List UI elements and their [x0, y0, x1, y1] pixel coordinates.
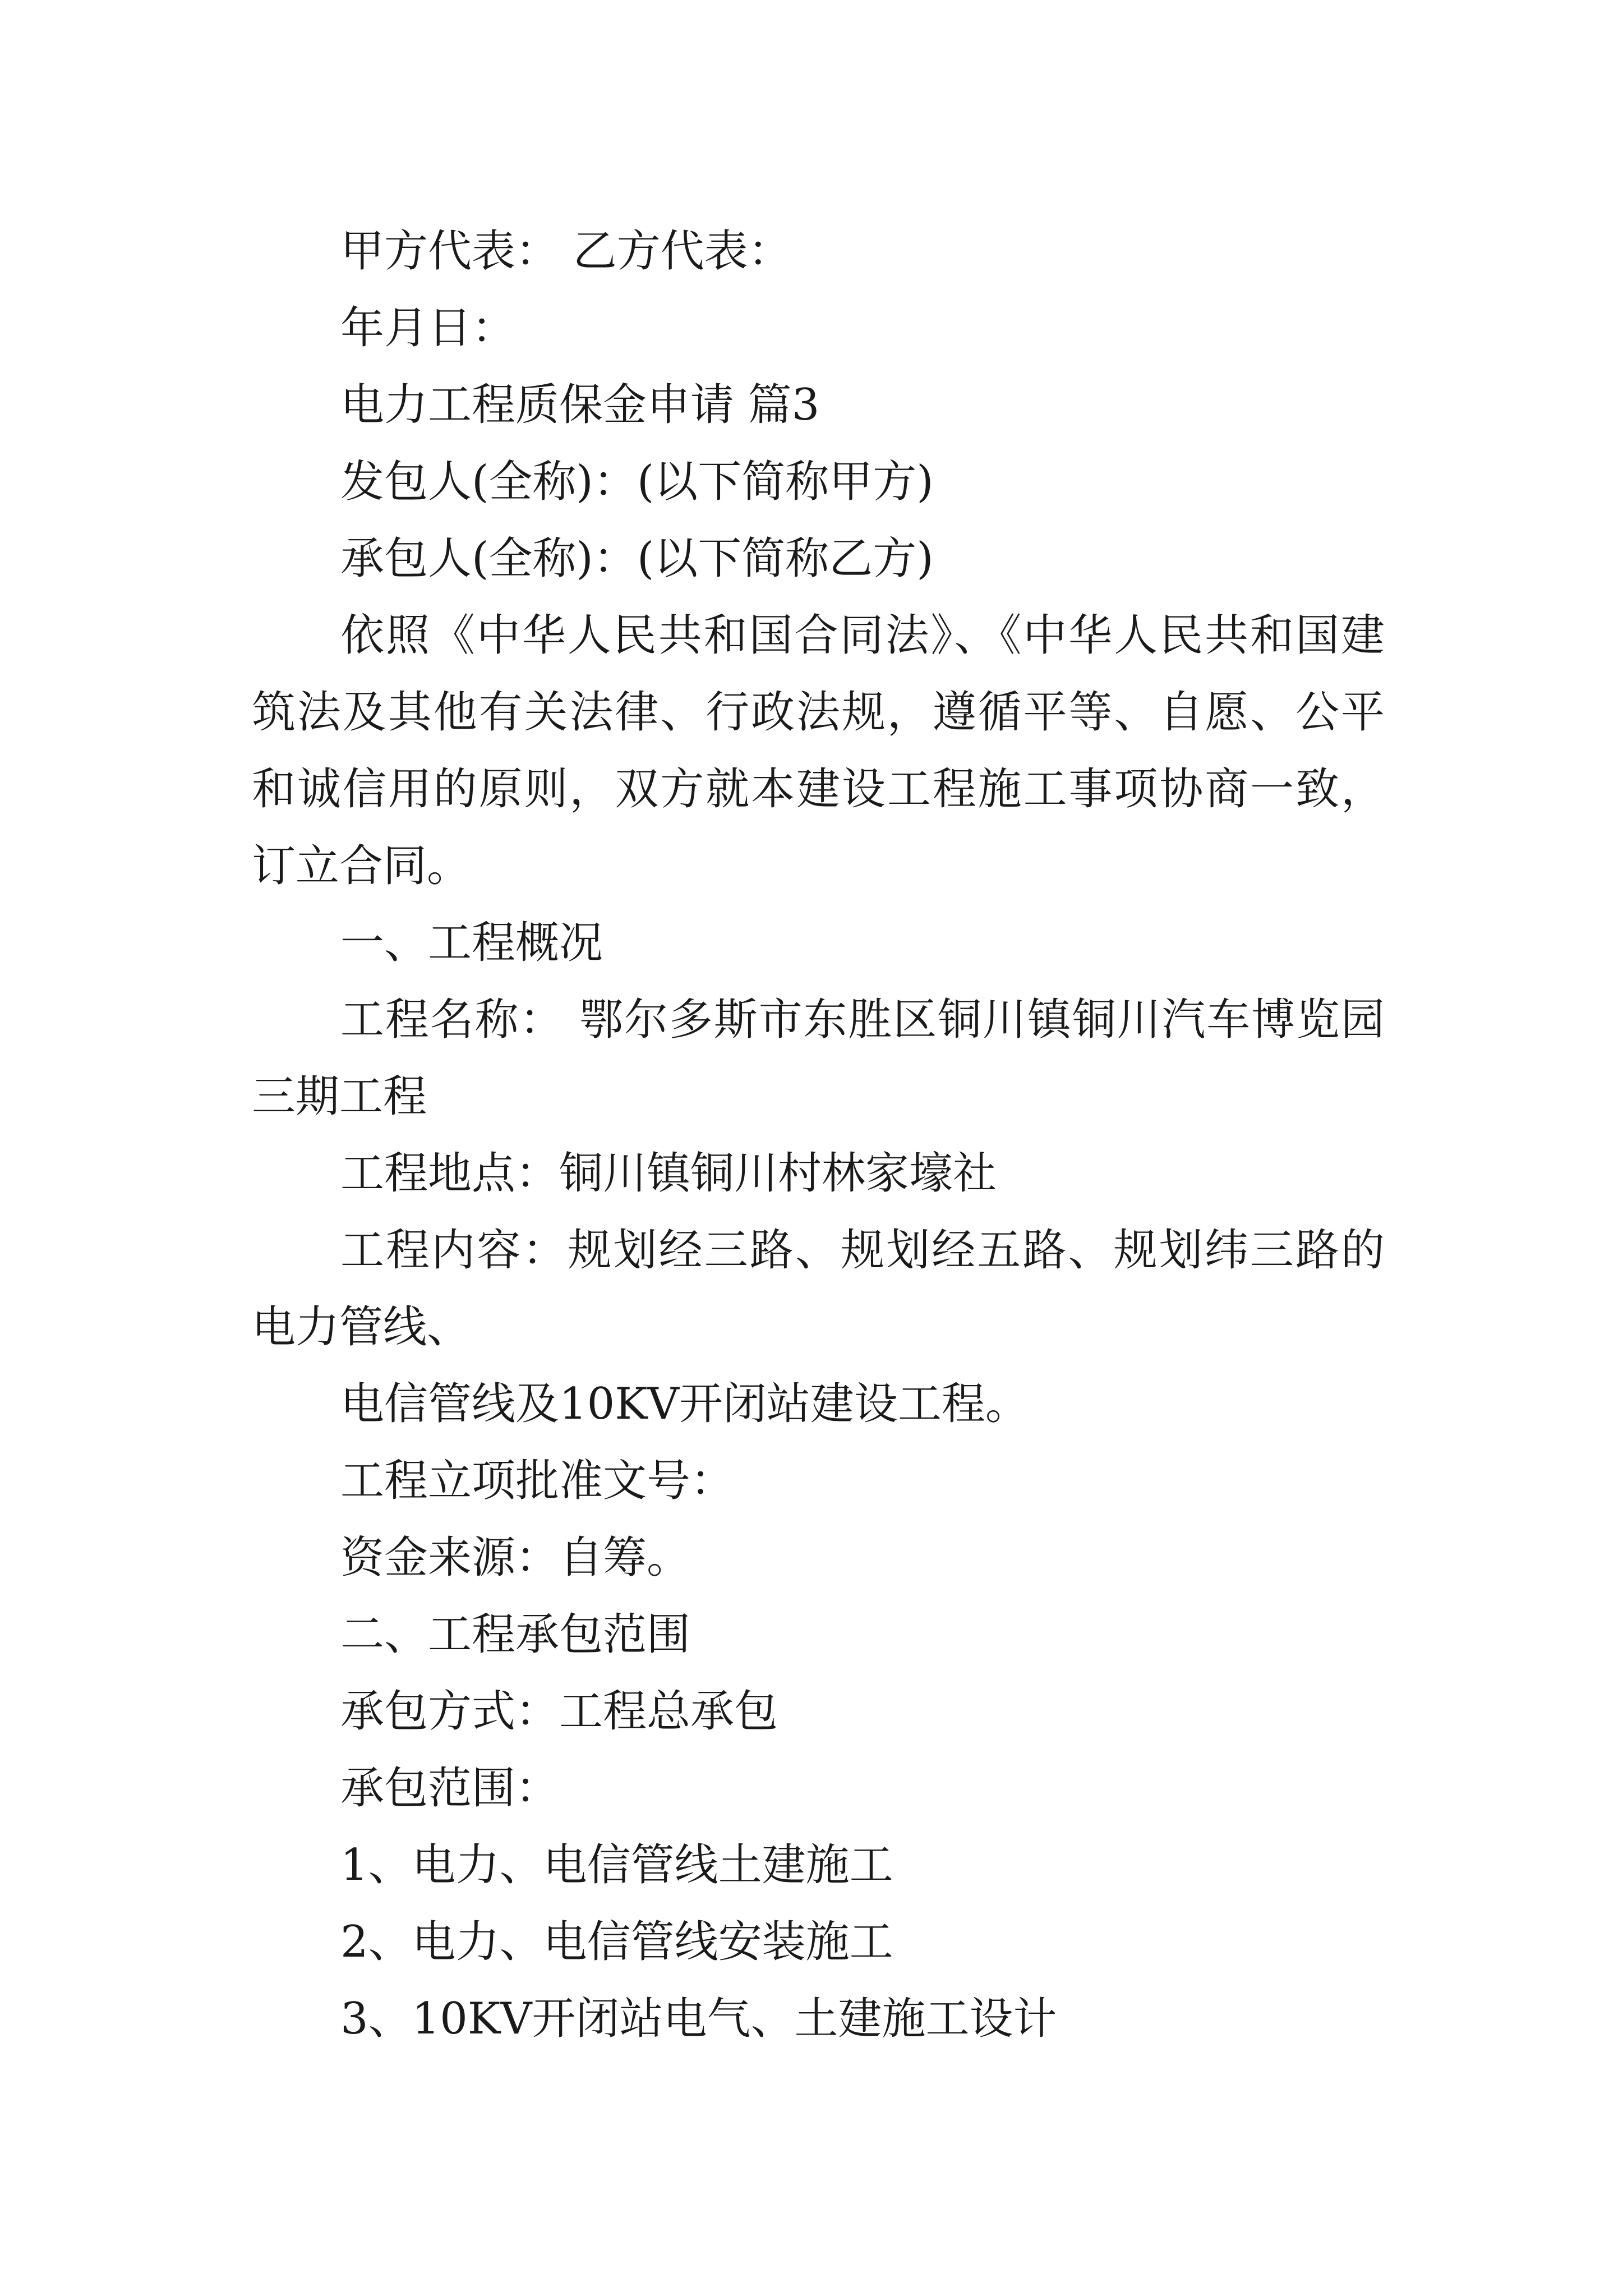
- representatives-line: 甲方代表： 乙方代表：: [340, 226, 792, 277]
- contractor-line: 承包人(全称)：(以下简称乙方): [340, 533, 934, 584]
- section-1-title: 一、工程概况: [340, 918, 603, 968]
- section-heading: 电力工程质保金申请 篇3: [340, 380, 820, 430]
- date-line: 年月日：: [340, 303, 516, 353]
- contract-mode: 承包方式：工程总承包: [340, 1686, 778, 1737]
- employer-line: 发包人(全称)：(以下简称甲方): [340, 457, 934, 507]
- fund-source: 资金来源：自筹。: [340, 1533, 691, 1583]
- contract-scope: 承包范围：: [340, 1763, 560, 1814]
- project-name: 工程名称： 鄂尔多斯市东胜区铜川镇铜川汽车博览园三期工程: [252, 995, 1385, 1122]
- scope-item: 3、10KV开闭站电气、土建施工设计: [340, 1994, 1057, 2044]
- scope-item: 1、电力、电信管线土建施工: [340, 1840, 893, 1890]
- project-content: 工程内容：规划经三路、规划经五路、规划纬三路的电力管线、: [252, 1225, 1385, 1352]
- approval-number: 工程立项批准文号：: [340, 1456, 735, 1506]
- scope-item: 2、电力、电信管线安装施工: [340, 1917, 893, 1967]
- section-2-title: 二、工程承包范围: [340, 1609, 691, 1660]
- legal-basis-paragraph: 依照《中华人民共和国合同法》、《中华人民共和国建筑法及其他有关法律、行政法规，遵循平等、自愿、公平和诚信用的原则，双方就本建设工程施工事项协商一致，订立合同。: [252, 610, 1385, 891]
- project-location: 工程地点：铜川镇铜川村林家壕社: [340, 1148, 997, 1199]
- document-body: [252, 213, 1385, 2058]
- project-content-continued: 电信管线及10KV开闭站建设工程。: [340, 1379, 1029, 1429]
